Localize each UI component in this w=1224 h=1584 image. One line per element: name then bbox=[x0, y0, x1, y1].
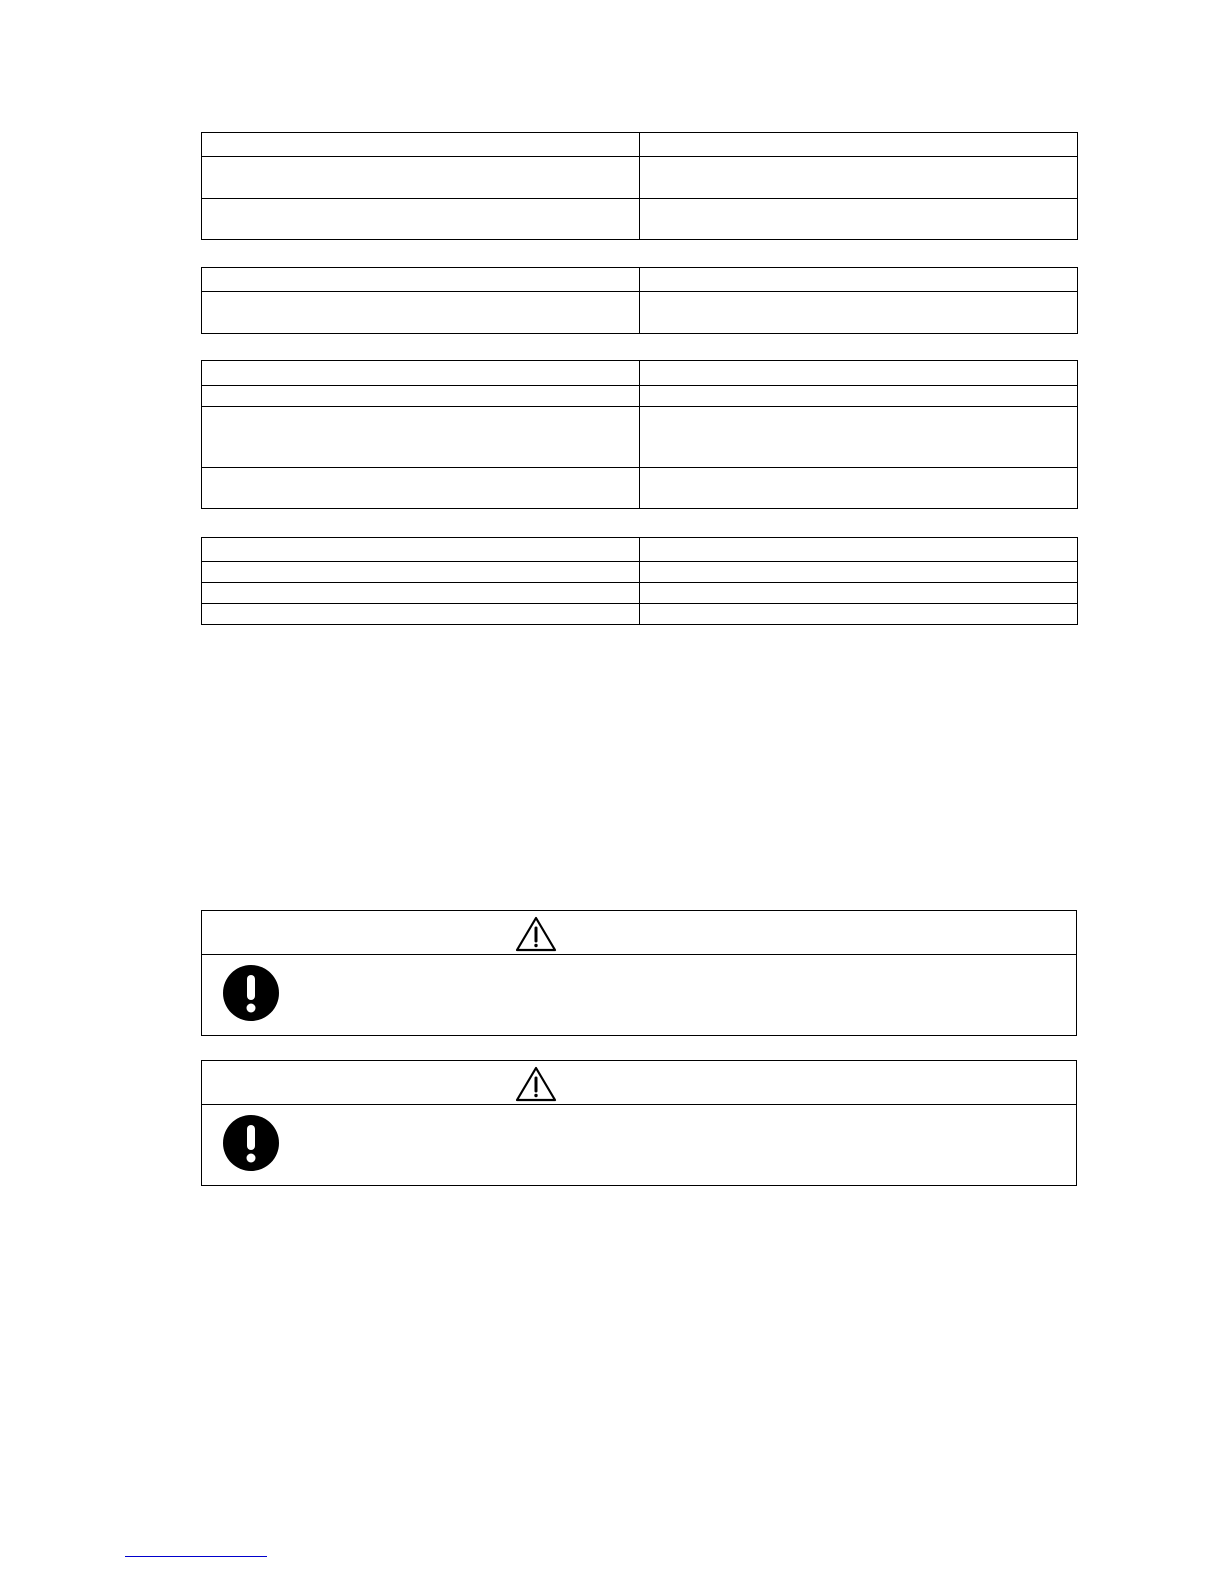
table-cell bbox=[640, 407, 1078, 468]
table-cell bbox=[202, 562, 640, 583]
table-cell bbox=[202, 604, 640, 625]
table-cell bbox=[202, 199, 640, 240]
table-cell bbox=[640, 268, 1078, 292]
table-cell bbox=[640, 361, 1078, 386]
table-cell bbox=[202, 361, 640, 386]
table-cell bbox=[640, 133, 1078, 157]
table-row bbox=[202, 604, 1078, 625]
table-row bbox=[202, 538, 1078, 562]
footnote-separator bbox=[125, 1556, 267, 1557]
table-row bbox=[202, 133, 1078, 157]
spec-table-1 bbox=[201, 132, 1078, 240]
table-cell bbox=[640, 538, 1078, 562]
warning-triangle-icon bbox=[515, 1066, 557, 1102]
table-row bbox=[202, 361, 1078, 386]
table-row bbox=[202, 268, 1078, 292]
table-cell bbox=[202, 407, 640, 468]
table-cell bbox=[640, 562, 1078, 583]
table-cell bbox=[202, 538, 640, 562]
spec-table-3 bbox=[201, 360, 1078, 509]
notice-header bbox=[202, 1061, 1076, 1105]
table-cell bbox=[640, 292, 1078, 334]
table-cell bbox=[202, 468, 640, 509]
table-row bbox=[202, 407, 1078, 468]
table-row bbox=[202, 157, 1078, 199]
spec-table-2 bbox=[201, 267, 1078, 334]
table-cell bbox=[640, 199, 1078, 240]
table-cell bbox=[202, 386, 640, 407]
table-cell bbox=[202, 583, 640, 604]
table-row bbox=[202, 562, 1078, 583]
mandatory-action-icon bbox=[222, 964, 280, 1022]
table-cell bbox=[202, 157, 640, 199]
notice-body bbox=[202, 955, 1076, 1035]
warning-notice-box bbox=[201, 910, 1077, 1036]
notice-header bbox=[202, 911, 1076, 955]
table-cell bbox=[202, 268, 640, 292]
table-row bbox=[202, 468, 1078, 509]
table-cell bbox=[640, 583, 1078, 604]
table-cell bbox=[640, 157, 1078, 199]
table-cell bbox=[640, 386, 1078, 407]
table-cell bbox=[202, 292, 640, 334]
table-row bbox=[202, 199, 1078, 240]
table-cell bbox=[202, 133, 640, 157]
mandatory-action-icon bbox=[222, 1114, 280, 1172]
table-row bbox=[202, 292, 1078, 334]
table-row bbox=[202, 386, 1078, 407]
table-cell bbox=[640, 468, 1078, 509]
table-cell bbox=[640, 604, 1078, 625]
warning-notice-box bbox=[201, 1060, 1077, 1186]
notice-body bbox=[202, 1105, 1076, 1185]
spec-table-4 bbox=[201, 537, 1078, 625]
table-row bbox=[202, 583, 1078, 604]
warning-triangle-icon bbox=[515, 916, 557, 952]
